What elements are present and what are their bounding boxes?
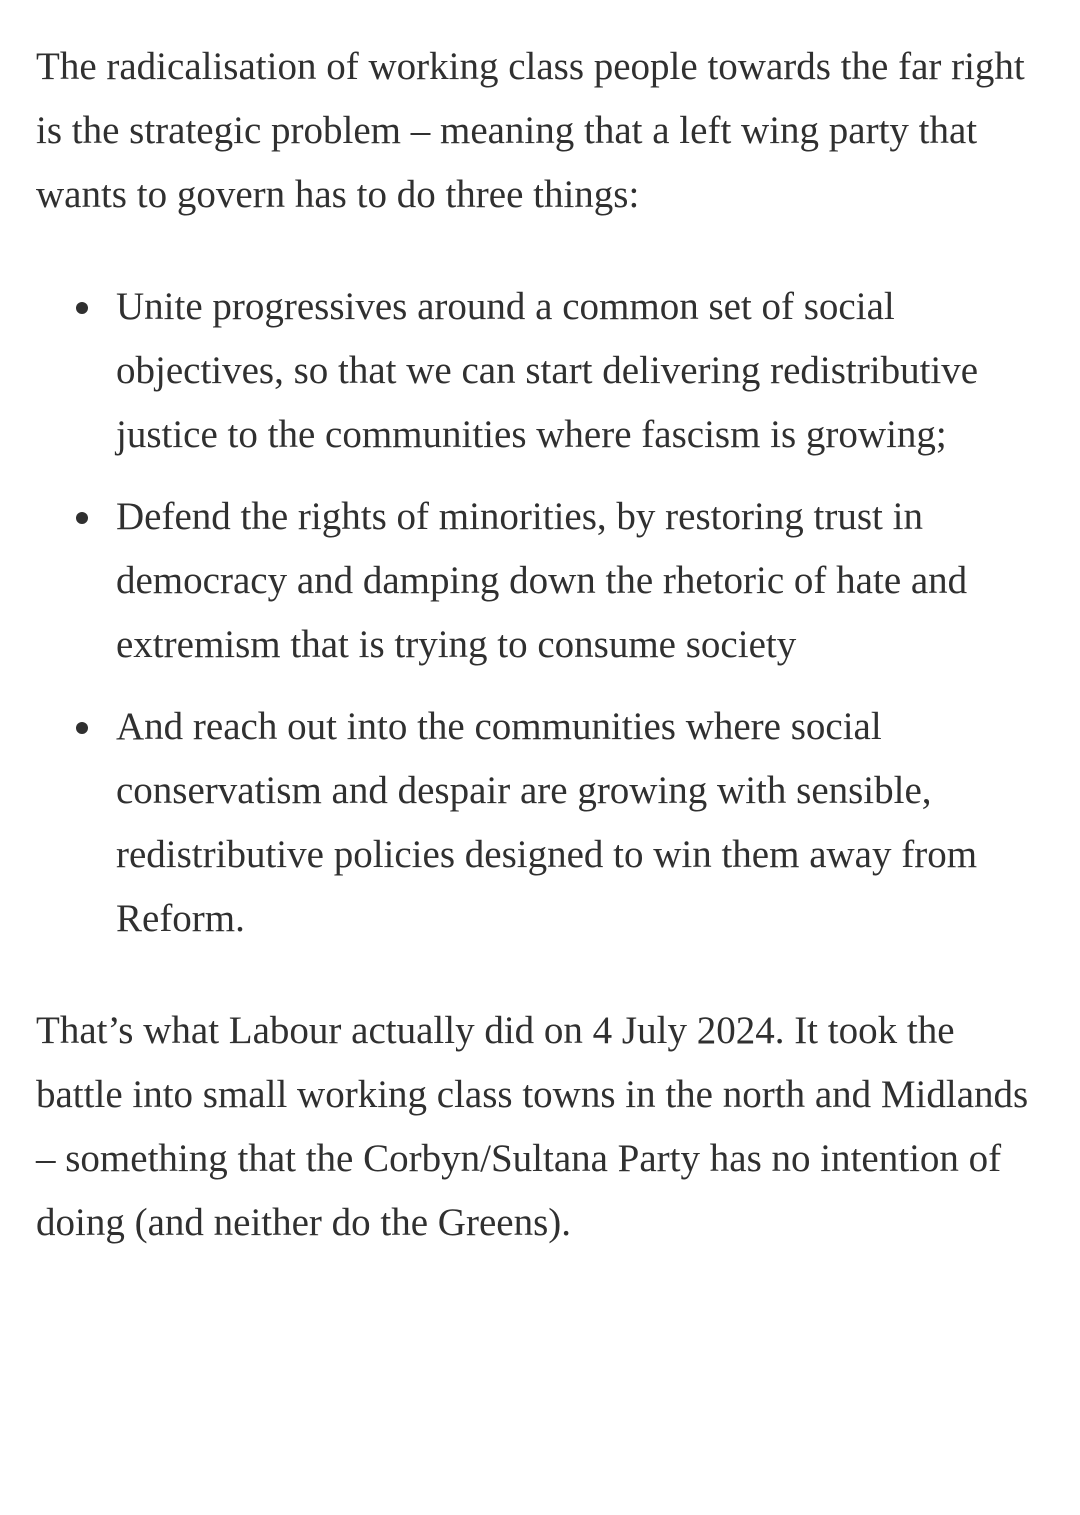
list-item (36, 275, 1046, 467)
bullet-icon (76, 512, 88, 524)
bullet-icon (76, 722, 88, 734)
list-item-text: Defend the rights of minorities, by restoring trust in democracy and damping down the rhetoric of hate and extremism that is trying to consume society (116, 495, 968, 666)
list-item (36, 695, 1046, 951)
outro-paragraph: That’s what Labour actually did on 4 July 2024. It took the battle into small working class towns in the north and Midlands – something that the Corbyn/Sultana Party has no intention of doing (and neither do the Greens). (36, 1009, 1029, 1244)
list-item (36, 485, 1046, 677)
list-item-text: And reach out into the communities where social conservatism and despair are growing with sensible, redistributive policies designed to win them away from Reform. (116, 705, 978, 940)
article-body (36, 35, 1046, 1255)
bullet-list (36, 275, 1046, 951)
list-item-text: Unite progressives around a common set of social objectives, so that we can start delivering redistributive justice to the communities where fascism is growing; (116, 285, 979, 456)
intro-paragraph: The radicalisation of working class people towards the far right is the strategic problem – meaning that a left wing party that wants to govern has to do three things: (36, 45, 1025, 216)
bullet-icon (76, 302, 88, 314)
